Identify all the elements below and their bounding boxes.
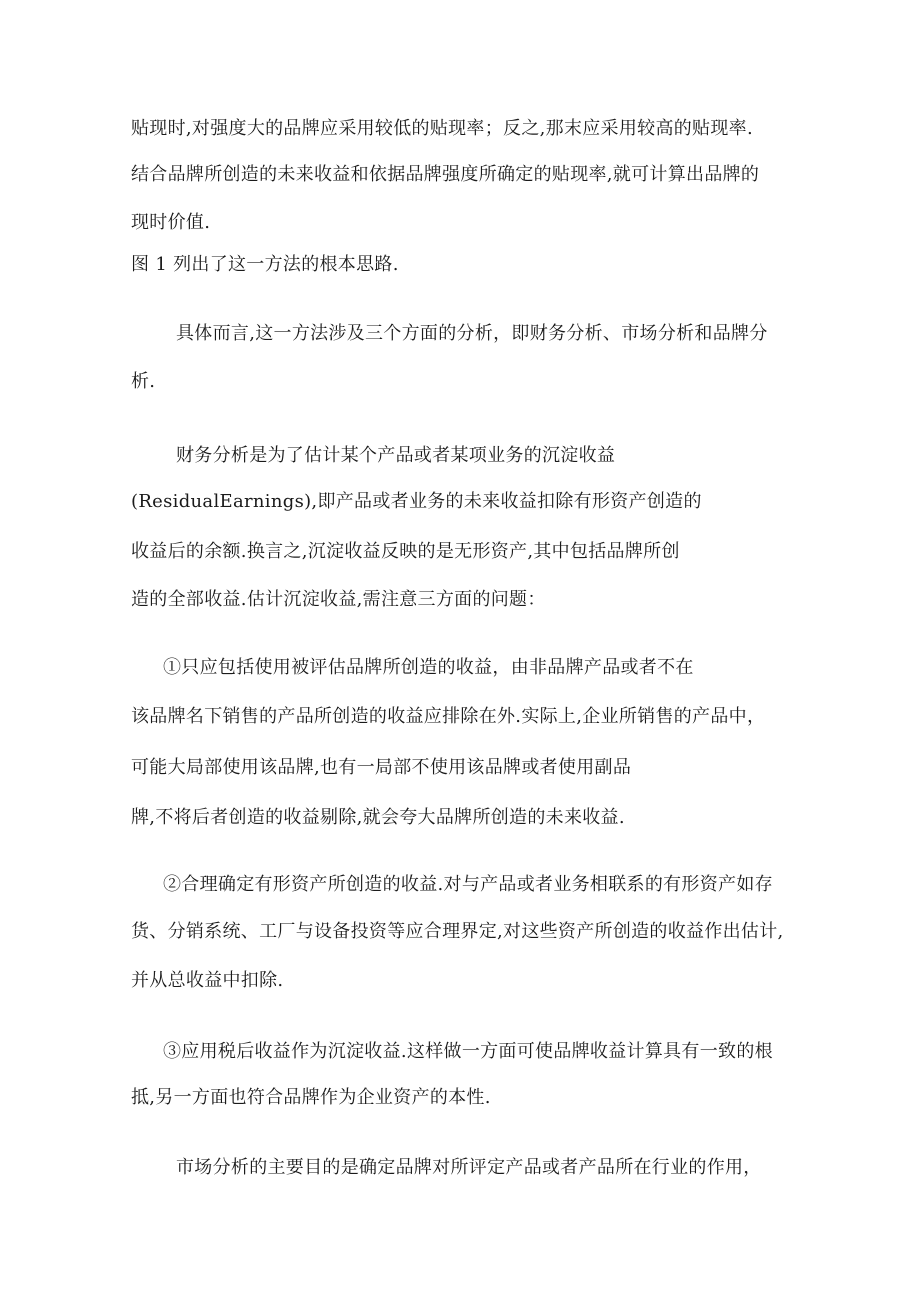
text-line-9: 收益后的余额.换言之,沉淀收益反映的是无形资产,其中包括品牌所创 xyxy=(131,541,680,562)
text-line-15: ②合理确定有形资产所创造的收益.对与产品或者业务相联系的有形资产如存 xyxy=(163,874,773,895)
text-line-13: 可能大局部使用该品牌,也有一局部不使用该品牌或者使用副品 xyxy=(131,757,632,778)
text-line-18: ③应用税后收益作为沉淀收益.这样做一方面可使品牌收益计算具有一致的根 xyxy=(163,1041,773,1062)
text-line-10: 造的全部收益.估计沉淀收益,需注意三方面的问题： xyxy=(131,589,546,610)
text-line-20: 市场分析的主要目的是确定品牌对所评定产品或者产品所在行业的作用， xyxy=(176,1157,762,1178)
text-line-12: 该品牌名下销售的产品所创造的收益应排除在外.实际上,企业所销售的产品中， xyxy=(131,706,766,727)
text-line-1: 贴现时,对强度大的品牌应采用较低的贴现率；反之,那末应采用较高的贴现率. xyxy=(131,118,753,139)
text-line-6: 析. xyxy=(131,371,156,392)
text-line-4: 图 1 列出了这一方法的根本思路. xyxy=(131,254,399,275)
text-line-8: (ResidualEarnings),即产品或者业务的未来收益扣除有形资产创造的 xyxy=(131,491,702,512)
text-line-19: 抵,另一方面也符合品牌作为企业资产的本性. xyxy=(131,1087,491,1108)
text-line-3: 现时价值. xyxy=(131,212,211,233)
text-line-7: 财务分析是为了估计某个产品或者某项业务的沉淀收益 xyxy=(176,445,616,466)
text-line-17: 并从总收益中扣除. xyxy=(131,970,284,991)
text-line-11: ①只应包括使用被评估品牌所创造的收益，由非品牌产品或者不在 xyxy=(163,657,694,678)
text-line-2: 结合品牌所创造的未来收益和依据品牌强度所确定的贴现率,就可计算出品牌的 xyxy=(131,164,760,185)
text-line-14: 牌,不将后者创造的收益剔除,就会夸大品牌所创造的未来收益. xyxy=(131,807,625,828)
text-line-5: 具体而言,这一方法涉及三个方面的分析，即财务分析、市场分析和品牌分 xyxy=(176,323,768,344)
text-line-16: 货、分销系统、工厂与设备投资等应合理界定,对这些资产所创造的收益作出估计, xyxy=(131,921,784,942)
